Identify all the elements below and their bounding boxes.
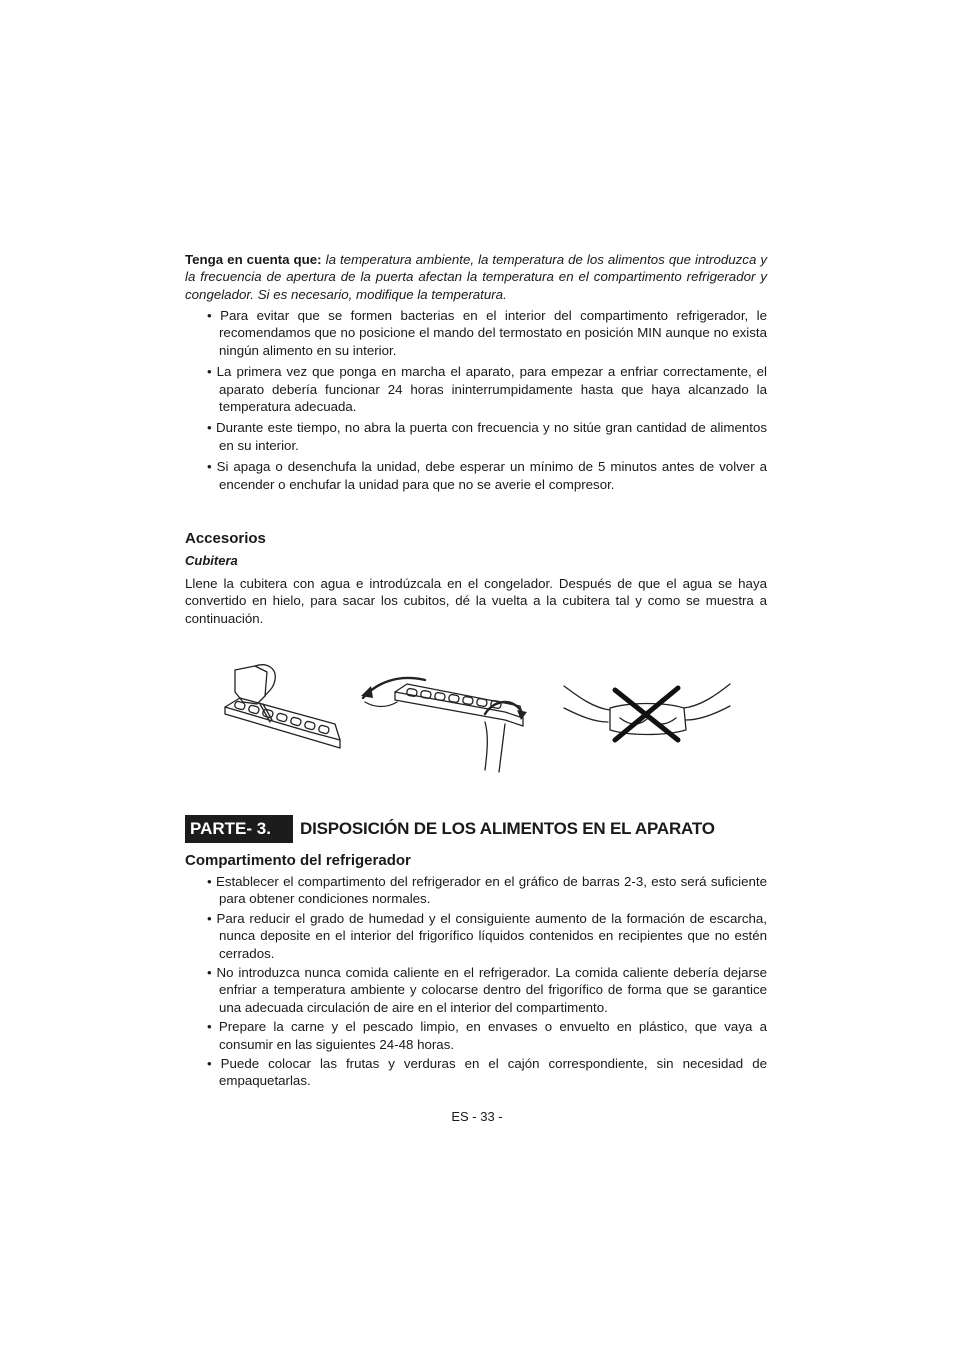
usage-tips-list xyxy=(207,307,767,493)
filling-ice-tray-illustration xyxy=(215,662,345,762)
fridge-tips-list xyxy=(207,873,767,1090)
page-number: ES - 33 - xyxy=(451,1109,503,1124)
part-title: DISPOSICIÓN DE LOS ALIMENTOS EN EL APARATO xyxy=(300,819,715,838)
crossed-out-bending-tray-illustration xyxy=(560,678,735,748)
list-item: • Prepare la carne y el pescado limpio, en envases o envuelto en plástico, que vaya a consumir en las siguientes 24-48 horas. xyxy=(207,1018,767,1053)
ice-tray-paragraph: Llene la cubitera con agua e introdúzcala en el congelador. Después de que el agua se haya convertido en hielo, para sacar los cubitos, dé la vuelta a la cubitera tal y como se muestra a continuación. xyxy=(185,576,767,626)
list-item: • Para reducir el grado de humedad y el consiguiente aumento de la formación de escarcha, nunca deposite en el interior del frigorífico líquidos contenidos en recipientes que no estén cerrados. xyxy=(207,910,767,962)
list-item: • Establecer el compartimento del refrigerador en el gráfico de barras 2-3, esto será suficiente para obtener condiciones normales. xyxy=(207,873,767,908)
note-paragraph xyxy=(185,251,767,303)
list-item: • Para evitar que se formen bacterias en el interior del compartimento refrigerador, le recomendamos que no posicione el mando del termostato en posición MIN aunque no exista ningún alimento en su interior. xyxy=(207,307,767,359)
list-item: • La primera vez que ponga en marcha el aparato, para empezar a enfriar correctamente, el aparato debería funcionar 24 horas ininterrumpidamente hasta que haya alcanzado la temperatura adecuada. xyxy=(207,363,767,415)
note-text: la temperatura ambiente, la temperatura de los alimentos que introduzca y la frecuencia de apertura de la puerta afectan la temperatura en el compartimento refrigerador y congelador. Si es necesario, modifique la temperatura. xyxy=(185,252,767,302)
twisting-ice-tray-illustration xyxy=(355,662,535,774)
list-item: • Si apaga o desenchufa la unidad, debe esperar un mínimo de 5 minutos antes de volver a encender o enchufar la unidad para que no se averie el compresor. xyxy=(207,458,767,493)
part-badge: PARTE- 3. xyxy=(185,815,293,843)
fridge-compartment-heading: Compartimento del refrigerador xyxy=(185,852,411,869)
list-item: • Puede colocar las frutas y verduras en el cajón correspondiente, sin necesidad de empaquetarlas. xyxy=(207,1055,767,1090)
note-label: Tenga en cuenta que: xyxy=(185,252,322,267)
list-item: • Durante este tiempo, no abra la puerta con frecuencia y no sitúe gran cantidad de alimentos en su interior. xyxy=(207,419,767,454)
accessories-heading: Accesorios xyxy=(185,530,266,547)
list-item: • No introduzca nunca comida caliente en el refrigerador. La comida caliente debería dejarse enfriar a temperatura ambiente y colocarse dentro del frigorífico de forma que se garantice una adecuada circulación de aire en el interior del compartimento. xyxy=(207,964,767,1016)
ice-tray-subheading: Cubitera xyxy=(185,553,238,568)
